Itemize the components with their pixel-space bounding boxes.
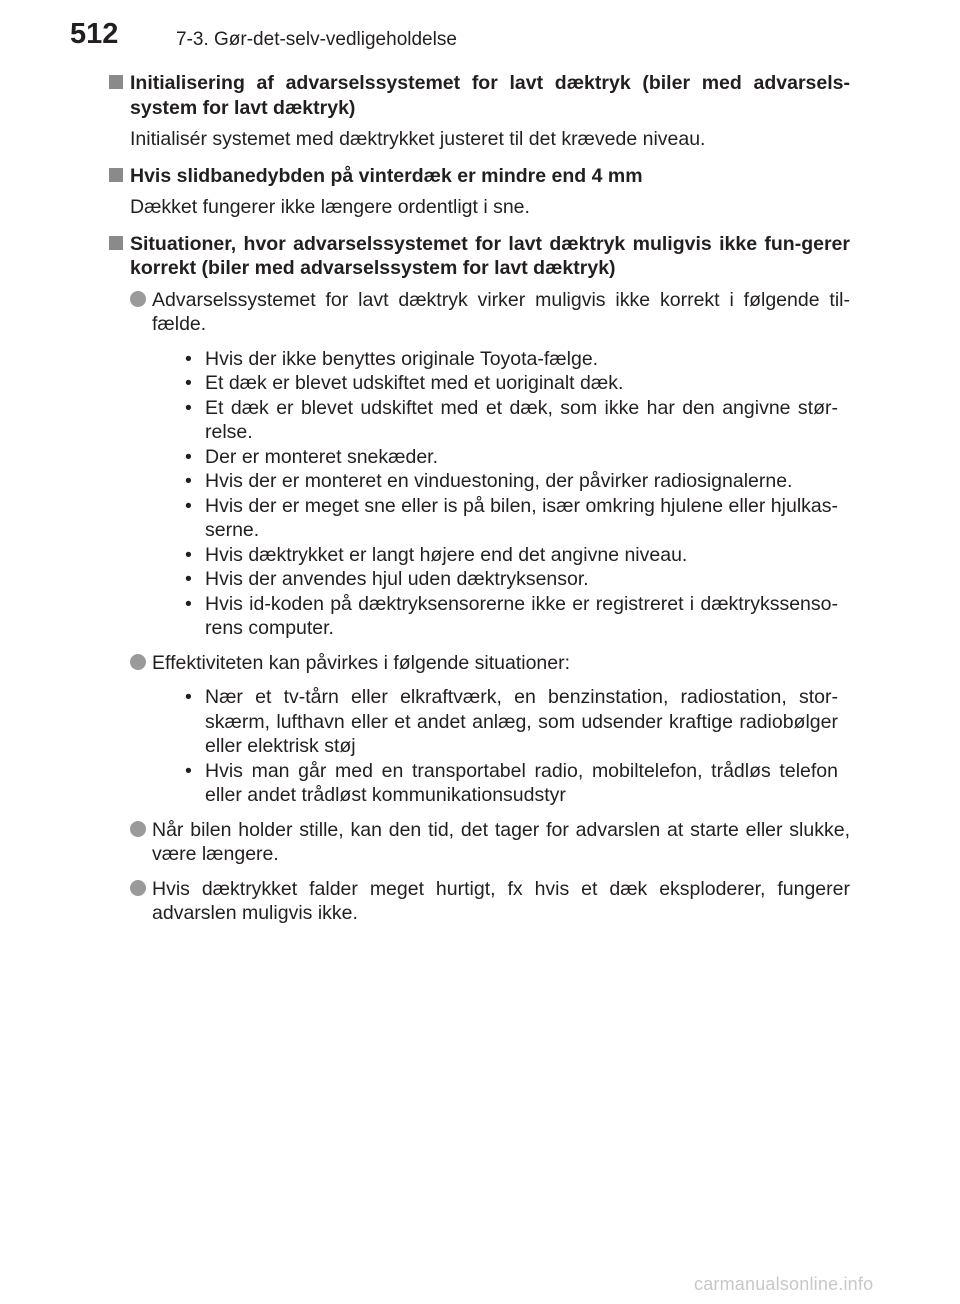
sub-bullet-item: • Hvis dæktrykket er langt højere end det angivne niveau. (185, 543, 838, 568)
sub-bullet-item: • Hvis der er monteret en vinduestoning, der påvirker radiosignalerne. (185, 469, 838, 494)
list-item (130, 877, 850, 926)
sub-bullet-item: • Hvis der anvendes hjul uden dæktryksensor. (185, 567, 838, 592)
section-title: Hvis slidbanedybden på vinterdæk er mindre end 4 mm (130, 164, 643, 187)
page-header (0, 0, 960, 60)
watermark: carmanualsonline.info (694, 1274, 874, 1294)
sub-bullet-item: • Et dæk er blevet udskiftet med et uoriginalt dæk. (185, 371, 838, 396)
sub-bullet-item: • Et dæk er blevet udskiftet med et dæk, som ikke har den angivne stør-relse. (185, 396, 838, 445)
sub-bullet-item: • Der er monteret snekæder. (185, 445, 838, 470)
item-text: Når bilen holder stille, kan den tid, det tager for advarslen at starte eller slukke, være længere. (152, 818, 850, 865)
circle-bullet-icon (130, 821, 146, 837)
circle-bullet-icon (130, 654, 146, 670)
item-text: Hvis dæktrykket falder meget hurtigt, fx hvis et dæk eksploderer, fungerer advarslen muligvis ikke. (152, 877, 850, 924)
sub-bullet-item: • Nær et tv-tårn eller elkraftværk, en benzinstation, radiostation, stor-skærm, lufthavn eller et andet anlæg, som udsender kraftige radiobølger eller elektrisk støj (185, 685, 838, 759)
item-text: Effektiviteten kan påvirkes i følgende situationer: (152, 651, 571, 674)
square-bullet-icon (109, 168, 123, 182)
page-content (108, 71, 850, 926)
chapter-title: 7-3. Gør-det-selv-vedligeholdelse (176, 29, 457, 50)
section-title: Initialisering af advarselssystemet for lavt dæktryk (biler med advarsels-system for lavt dæktryk) (130, 72, 850, 119)
section-items (130, 288, 850, 926)
square-bullet-icon (109, 236, 123, 250)
section-initialisering (108, 71, 850, 152)
sub-bullet-item: • Hvis der ikke benyttes originale Toyota-fælge. (185, 347, 838, 372)
list-item (130, 818, 850, 867)
page-number: 512 (70, 18, 119, 50)
sub-bullet-list (152, 347, 850, 641)
section-body: Initialisér systemet med dæktrykket justeret til det krævede niveau. (130, 128, 706, 150)
square-bullet-icon (109, 75, 123, 89)
item-text: Advarselssystemet for lavt dæktryk virker muligvis ikke korrekt i følgende til-fælde. (152, 288, 850, 335)
sub-bullet-item: • Hvis id-koden på dæktryksensorerne ikke er registreret i dæktrykssenso-rens computer. (185, 592, 838, 641)
sub-bullet-item: • Hvis man går med en transportabel radio, mobiltelefon, trådløs telefon eller andet trådløst kommunikationsudstyr (185, 759, 838, 808)
section-body: Dækket fungerer ikke længere ordentligt i sne. (130, 196, 530, 218)
section-situationer (108, 232, 850, 926)
sub-bullet-list (152, 685, 850, 808)
list-item (130, 288, 850, 641)
circle-bullet-icon (130, 291, 146, 307)
circle-bullet-icon (130, 880, 146, 896)
section-slidbanedybde (108, 164, 850, 220)
list-item (130, 651, 850, 808)
section-title: Situationer, hvor advarselssystemet for lavt dæktryk muligvis ikke fun-gerer korrekt (biler med advarselssystem for lavt dæktryk) (130, 232, 850, 279)
sub-bullet-item: • Hvis der er meget sne eller is på bilen, især omkring hjulene eller hjulkas-serne. (185, 494, 838, 543)
